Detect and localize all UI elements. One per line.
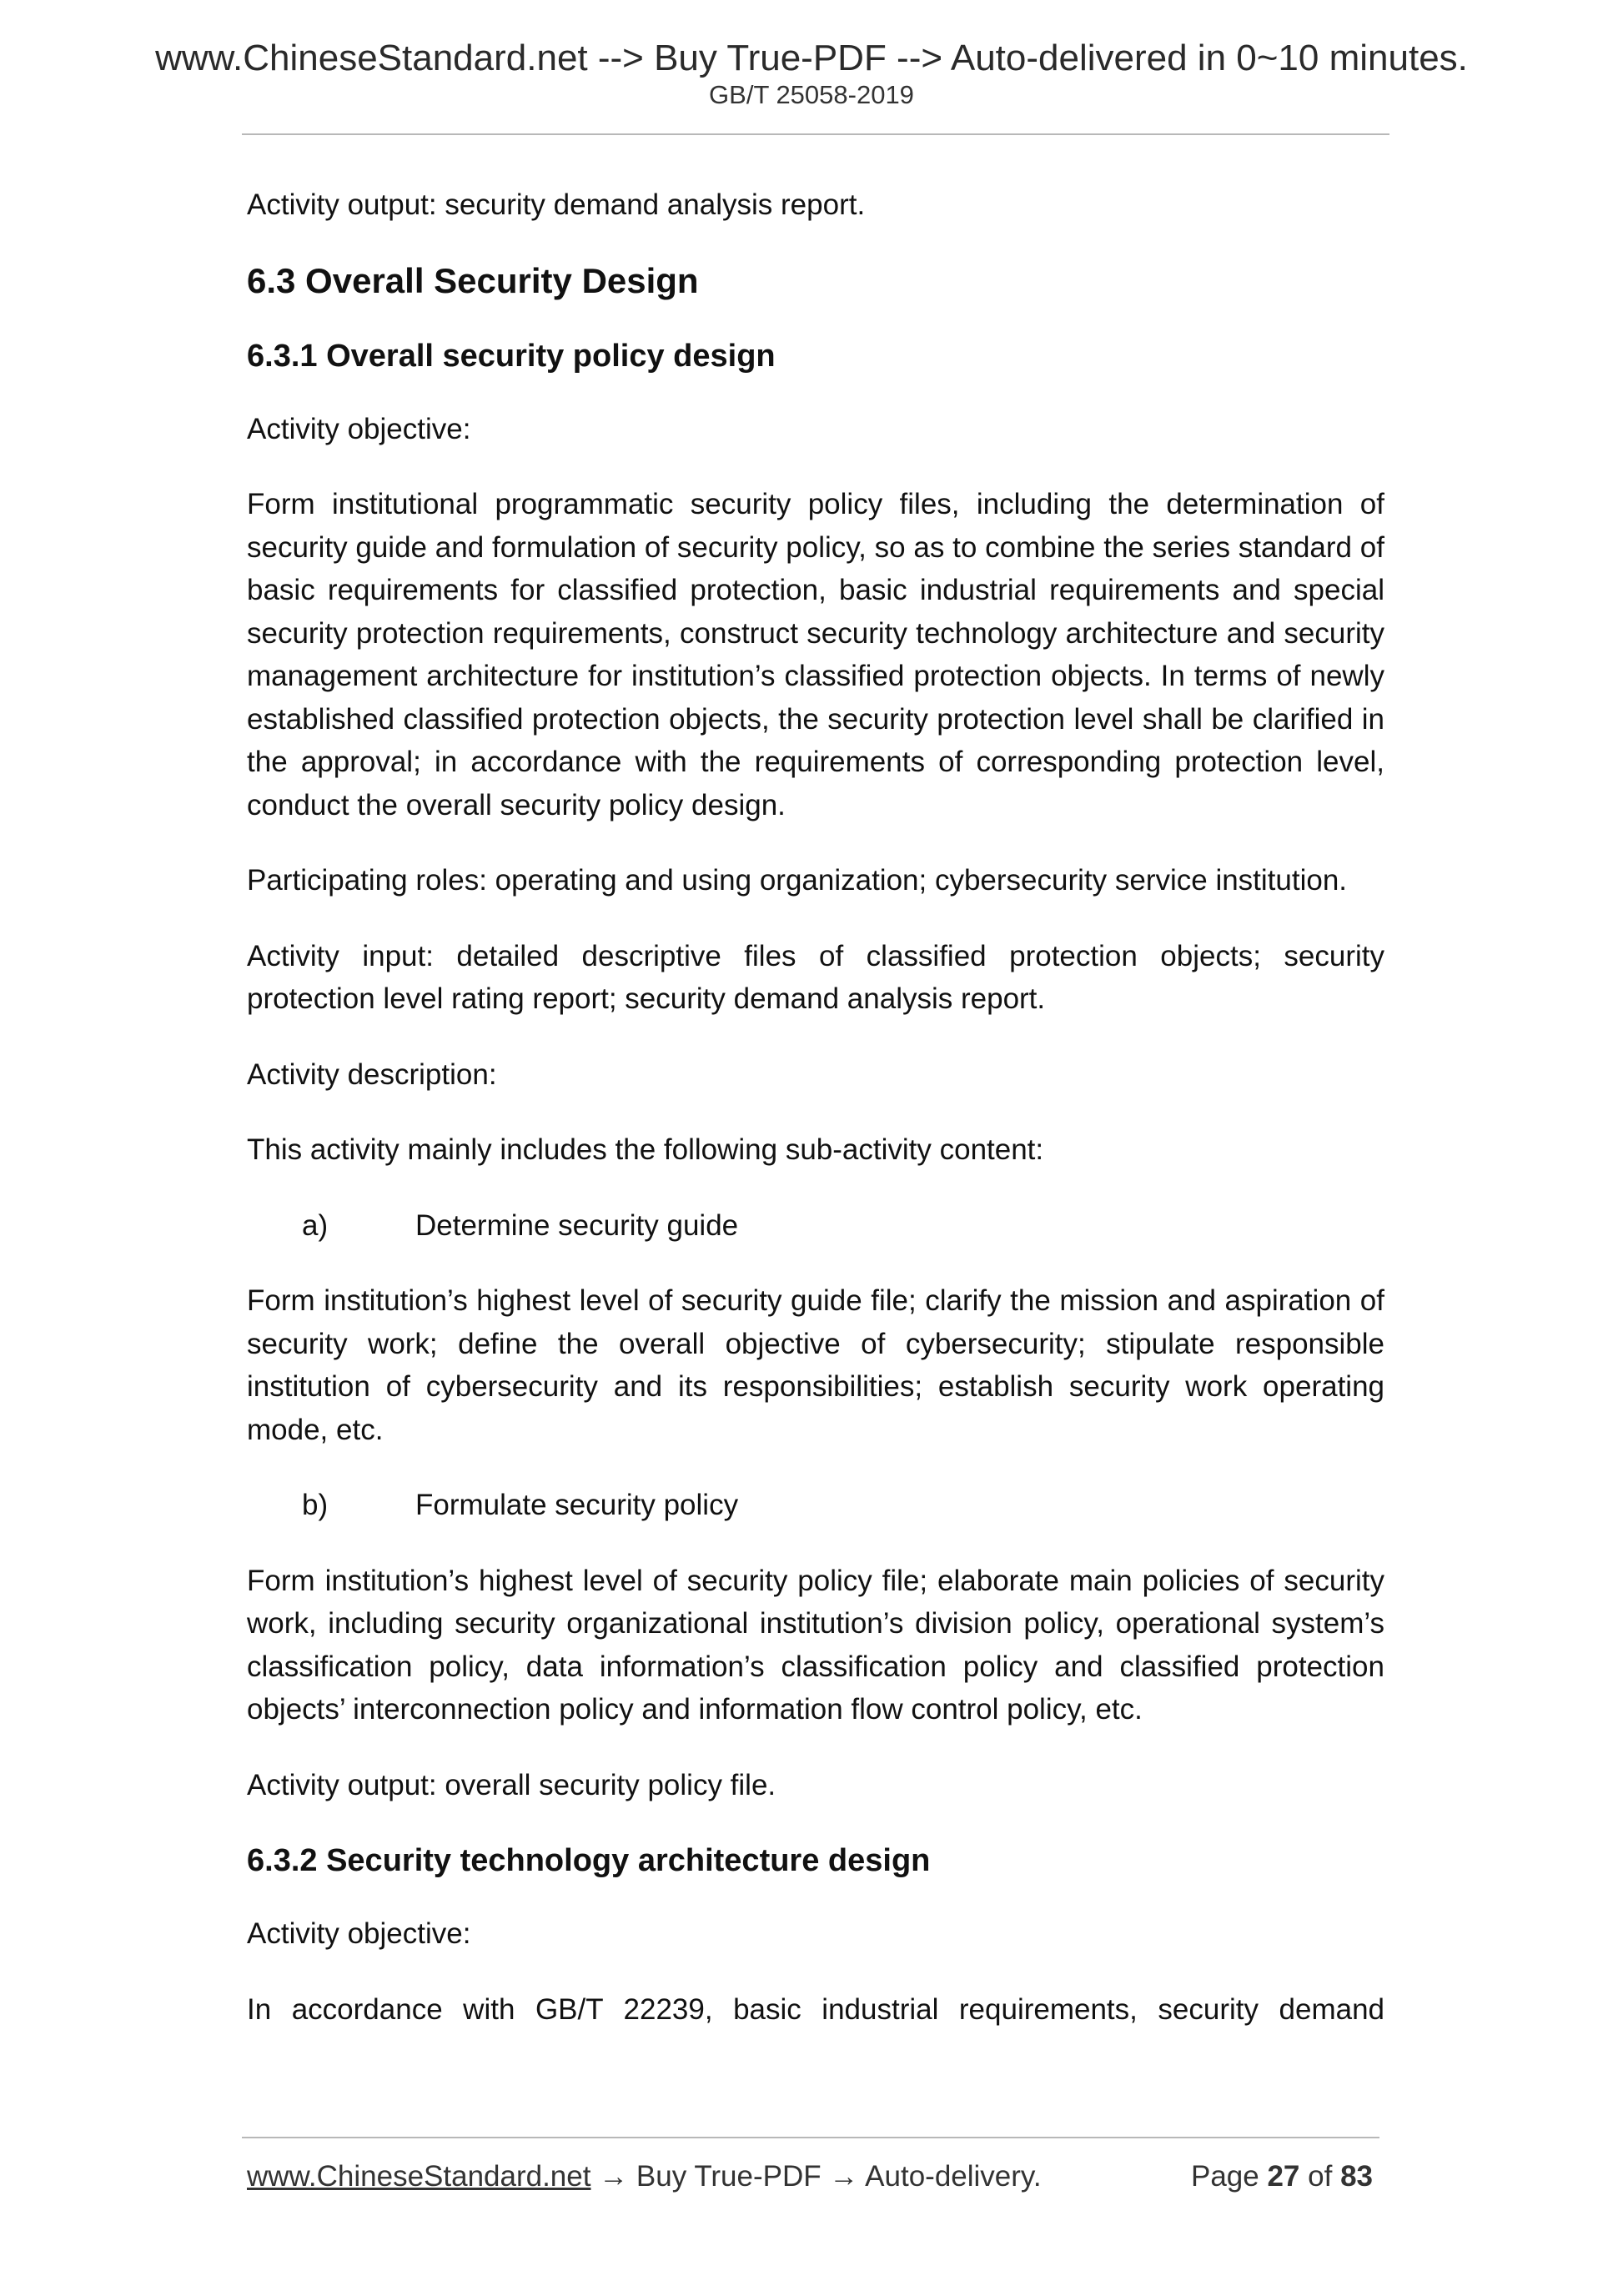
paragraph-subactivity-intro: This activity mainly includes the following sub-activity content: [247, 1133, 1044, 1166]
page-indicator [1191, 2158, 1373, 2195]
page-total: 83 [1340, 2160, 1373, 2193]
page-label: Page [1190, 2160, 1259, 2193]
list-item-a [247, 1204, 1384, 1248]
page-content [247, 183, 1384, 2063]
paragraph-roles: Participating roles: operating and using organization; cybersecurity service institution. [247, 864, 1348, 897]
list-item-b-text: Form institution’s highest level of security policy file; elaborate main policies of security work, including security organizational institution’s division policy, operational system’s classification policy, data information’s classification policy and classified protection objects’ interconnection policy and information flow control policy, etc. [247, 1564, 1384, 1726]
page-of-label: of [1308, 2160, 1333, 2193]
source-banner: www.ChineseStandard.net --> Buy True-PDF --> Auto-delivered in 0~10 minutes. [155, 38, 1468, 78]
paragraph-activity-output: Activity output: overall security policy file. [247, 1768, 776, 1801]
page-current: 27 [1267, 2160, 1300, 2193]
subsection-heading-6-3-1: 6.3.1 Overall security policy design [247, 338, 776, 374]
list-item-b [247, 1484, 1384, 1527]
subsection-heading-6-3-2: 6.3.2 Security technology architecture design [247, 1843, 931, 1878]
list-marker-a: a) [302, 1208, 329, 1242]
section-heading-6-3: 6.3 Overall Security Design [247, 260, 699, 300]
list-marker-b: b) [302, 1489, 329, 1521]
paragraph-objective-text-2: In accordance with GB/T 22239, basic industrial requirements, security demand [247, 1992, 1384, 2026]
footer-site-link[interactable]: www.ChineseStandard.net [247, 2160, 591, 2193]
footer-divider [242, 2137, 1379, 2138]
page-footer [247, 2158, 1384, 2195]
list-item-a-text: Form institution’s highest level of security guide file; clarify the mission and aspiration of security work; define the overall objective of cybersecurity; stipulate responsible institution of cybersecurity and its responsibilities; establish security work operating mode, etc. [247, 1284, 1384, 1446]
paragraph-activity-output-prev: Activity output: security demand analysis report. [247, 188, 866, 221]
paragraph-description-label: Activity description: [247, 1058, 497, 1091]
list-item-a-title: Determine security guide [415, 1208, 739, 1242]
paragraph-input: Activity input: detailed descriptive files of classified protection objects; security protection level rating report; security demand analysis report. [247, 939, 1384, 1015]
header-divider [242, 133, 1389, 135]
paragraph-objective-text: Form institutional programmatic security policy files, including the determination of security guide and formulation of security policy, so as to combine the series standard of basic requirements for classified protection, basic industrial requirements and special security protection requirements, construct security technology architecture and security management architecture for institution’s classified protection objects. In terms of newly established classified protection objects, the security protection level shall be clarified in the approval; in accordance with the requirements of corresponding protection level, conduct the overall security policy design. [247, 488, 1384, 821]
footer-nav-text: → Buy True-PDF → Auto-delivery. [590, 2160, 1042, 2193]
document-code: GB/T 25058-2019 [709, 80, 914, 109]
paragraph-objective-label: Activity objective: [247, 412, 471, 445]
paragraph-objective-label-2: Activity objective: [247, 1917, 471, 1950]
list-item-b-title: Formulate security policy [415, 1489, 739, 1521]
